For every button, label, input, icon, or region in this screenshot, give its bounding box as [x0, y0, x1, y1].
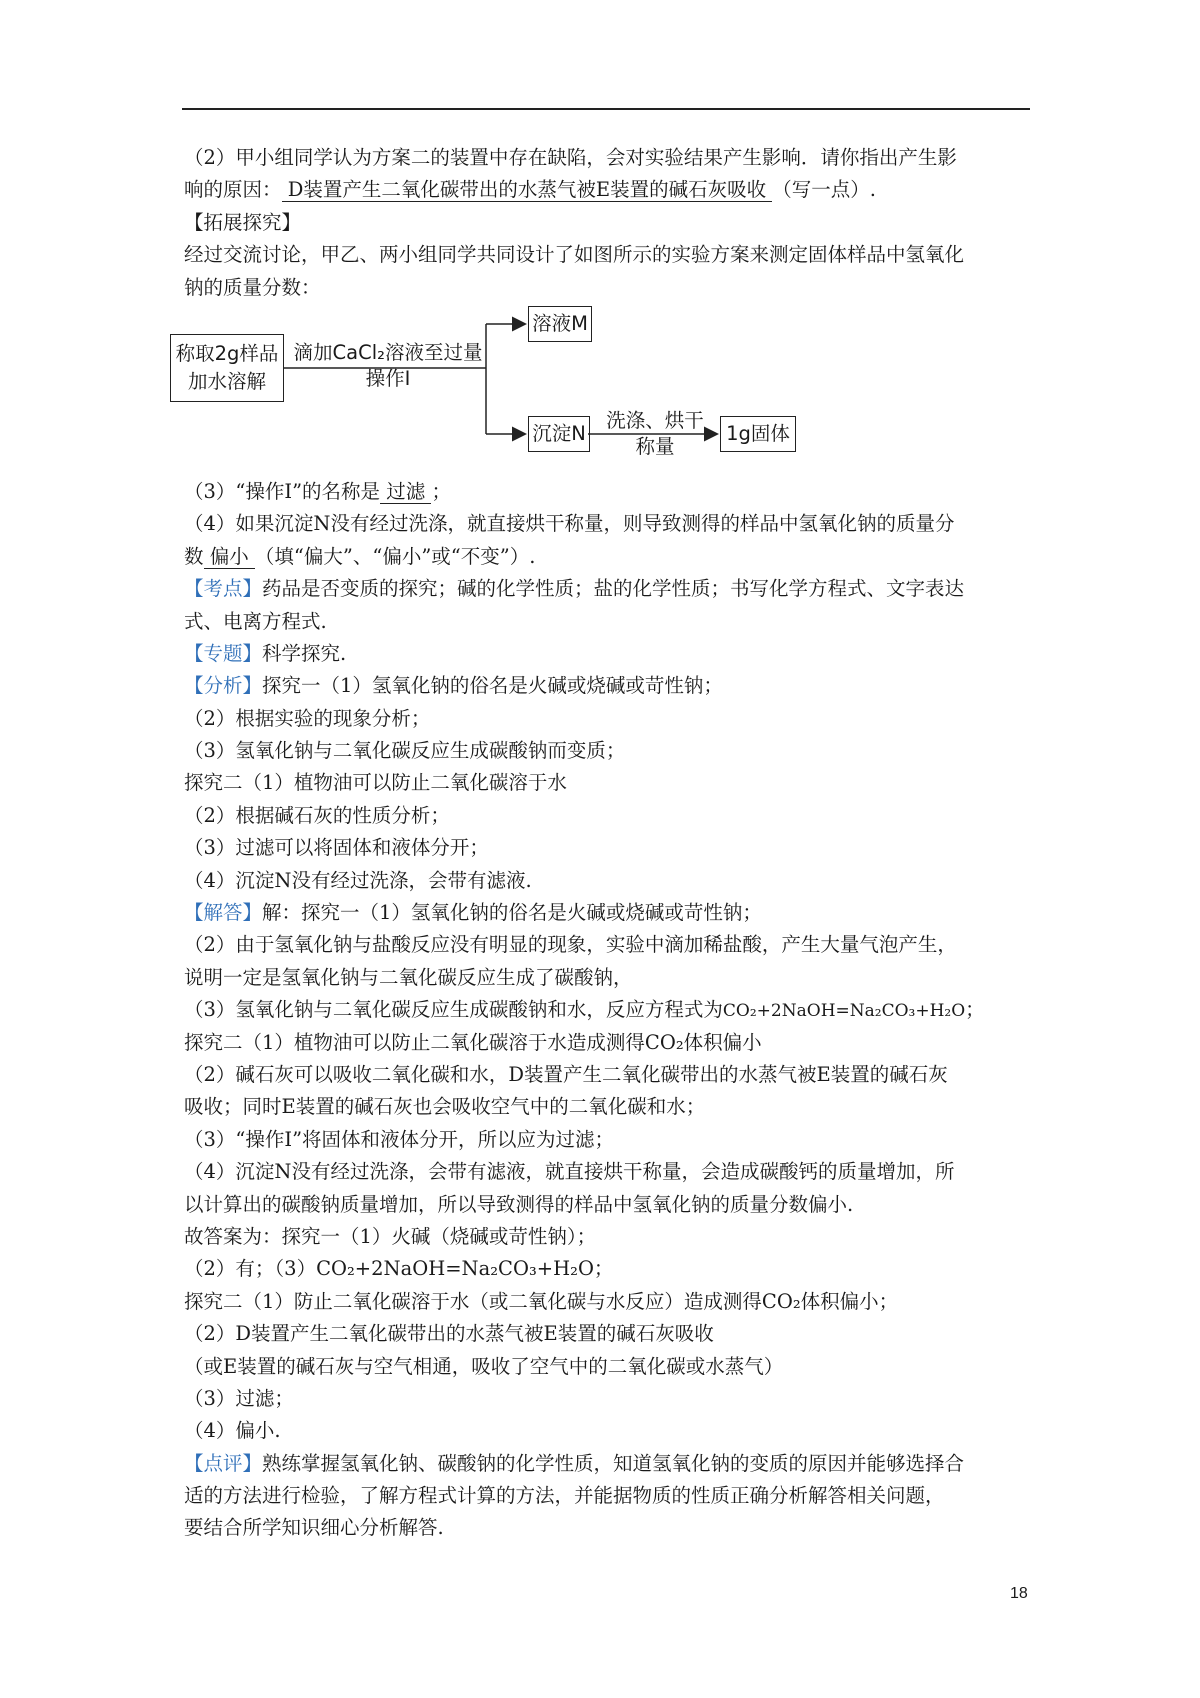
flow-box-solid: 1g固体	[720, 416, 796, 452]
text-line: 【点评】熟练掌握氢氧化钠、碳酸钠的化学性质，知道氢氧化钠的变质的原因并能够选择合	[184, 1451, 965, 1475]
flow-label-step: 滴加CaCl₂溶液至过量 操作Ⅰ	[293, 340, 483, 390]
flow-label-wash: 洗涤、烘干 称量	[606, 408, 704, 458]
text-line: 探究二（1）防止二氧化碳溶于水（或二氧化碳与水反应）造成测得CO₂体积偏小；	[184, 1289, 899, 1313]
text-line: 要结合所学知识细心分析解答.	[184, 1516, 444, 1540]
text-line: 以计算出的碳酸钠质量增加，所以导致测得的样品中氢氧化钠的质量分数偏小.	[184, 1192, 854, 1216]
header-rule	[182, 108, 1030, 110]
text-line: （4）偏小.	[184, 1419, 281, 1443]
text-line: 【分析】探究一（1）氢氧化钠的俗名是火碱或烧碱或苛性钠；	[184, 674, 723, 698]
text-line: （3）氢氧化钠与二氧化碳反应生成碳酸钠和水，反应方程式为CO₂+2NaOH=Na₂CO₃+H₂O；	[184, 998, 985, 1022]
text-line: （2）由于氢氧化钠与盐酸反应没有明显的现象，实验中滴加稀盐酸，产生大量气泡产生，	[184, 933, 957, 957]
tag-label: 【点评】	[184, 1451, 263, 1475]
answer-blank: 过滤	[380, 479, 432, 503]
text-line: 说明一定是氢氧化钠与二氧化碳反应生成了碳酸钠，	[184, 965, 633, 989]
text-line: 适的方法进行检验，了解方程式计算的方法，并能据物质的性质正确分析解答相关问题，	[184, 1484, 945, 1508]
text-line: （4）沉淀N没有经过洗涤，会带有滤液，就直接烘干称量，会造成碳酸钙的质量增加，所	[184, 1160, 955, 1184]
flow-box-solution: 溶液M	[528, 306, 592, 342]
text-line: （3）“操作Ⅰ”将固体和液体分开，所以应为过滤；	[184, 1127, 615, 1151]
text-line: （3）过滤可以将固体和液体分开；	[184, 836, 489, 860]
text-line: （3）过滤；	[184, 1386, 294, 1410]
text-line: 数 偏小 （填“偏大”、“偏小”或“不变”）.	[184, 544, 536, 568]
chemical-equation: CO₂+2NaOH=Na₂CO₃+H₂O	[722, 1001, 966, 1022]
flow-diagram	[175, 306, 1034, 476]
answer-blank: D装置产生二氧化碳带出的水蒸气被E装置的碱石灰吸收	[281, 178, 773, 202]
tag-label: 【分析】	[184, 674, 263, 698]
text-line: （或E装置的碱石灰与空气相通，吸收了空气中的二氧化碳或水蒸气）	[184, 1354, 784, 1378]
tag-label: 【解答】	[184, 901, 263, 925]
text-line: （2）甲小组同学认为方案二的装置中存在缺陷，会对实验结果产生影响．请你指出产生影	[184, 146, 957, 169]
flow-box-sample: 称取2g样品 加水溶解	[170, 334, 284, 402]
text-line: 探究二（1）植物油可以防止二氧化碳溶于水	[184, 771, 567, 795]
text-line: 钠的质量分数：	[184, 275, 321, 299]
text-line: （3）氢氧化钠与二氧化碳反应生成碳酸钠而变质；	[184, 739, 626, 763]
text-line: 式、电离方程式.	[184, 609, 327, 633]
text-line: 吸收；同时E装置的碱石灰也会吸收空气中的二氧化碳和水；	[184, 1095, 706, 1119]
page-number: 18	[1010, 1585, 1028, 1602]
text-line: 故答案为：探究一（1）火碱（烧碱或苛性钠）；	[184, 1224, 597, 1248]
text-line: 【专题】科学探究.	[184, 641, 347, 665]
document-body	[175, 142, 1034, 1545]
text-line: 响的原因： D装置产生二氧化碳带出的水蒸气被E装置的碱石灰吸收 （写一点）.	[184, 178, 876, 202]
text-line: （4）如果沉淀N没有经过洗涤，就直接烘干称量，则导致测得的样品中氢氧化钠的质量分	[184, 512, 955, 536]
answer-blank: 偏小	[203, 544, 255, 568]
text-line: 经过交流讨论，甲乙、两小组同学共同设计了如图所示的实验方案来测定固体样品中氢氧化	[184, 243, 965, 267]
text-line: （2）根据碱石灰的性质分析；	[184, 803, 450, 827]
text-line: （4）沉淀N没有经过洗涤，会带有滤液.	[184, 868, 532, 892]
text-line: （2）碱石灰可以吸收二氧化碳和水，D装置产生二氧化碳带出的水蒸气被E装置的碱石灰	[184, 1062, 948, 1086]
tag-label: 【专题】	[184, 641, 263, 665]
text-line: （2）根据实验的现象分析；	[184, 706, 431, 730]
text-line: （3）“操作Ⅰ”的名称是 过滤 ；	[184, 479, 451, 503]
text-line: 探究二（1）植物油可以防止二氧化碳溶于水造成测得CO₂体积偏小	[184, 1030, 762, 1054]
text-line: 【解答】解：探究一（1）氢氧化钠的俗名是火碱或烧碱或苛性钠；	[184, 901, 762, 925]
text-line: 【考点】药品是否变质的探究；碱的化学性质；盐的化学性质；书写化学方程式、文字表达	[184, 577, 965, 601]
text-line: （2）D装置产生二氧化碳带出的水蒸气被E装置的碱石灰吸收	[184, 1322, 714, 1346]
tag-label: 【考点】	[184, 577, 263, 601]
flow-box-precipitate: 沉淀N	[528, 416, 590, 452]
section-heading: 【拓展探究】	[184, 210, 302, 234]
text-line: （2）有；（3）CO₂+2NaOH=Na₂CO₃+H₂O；	[184, 1257, 614, 1281]
